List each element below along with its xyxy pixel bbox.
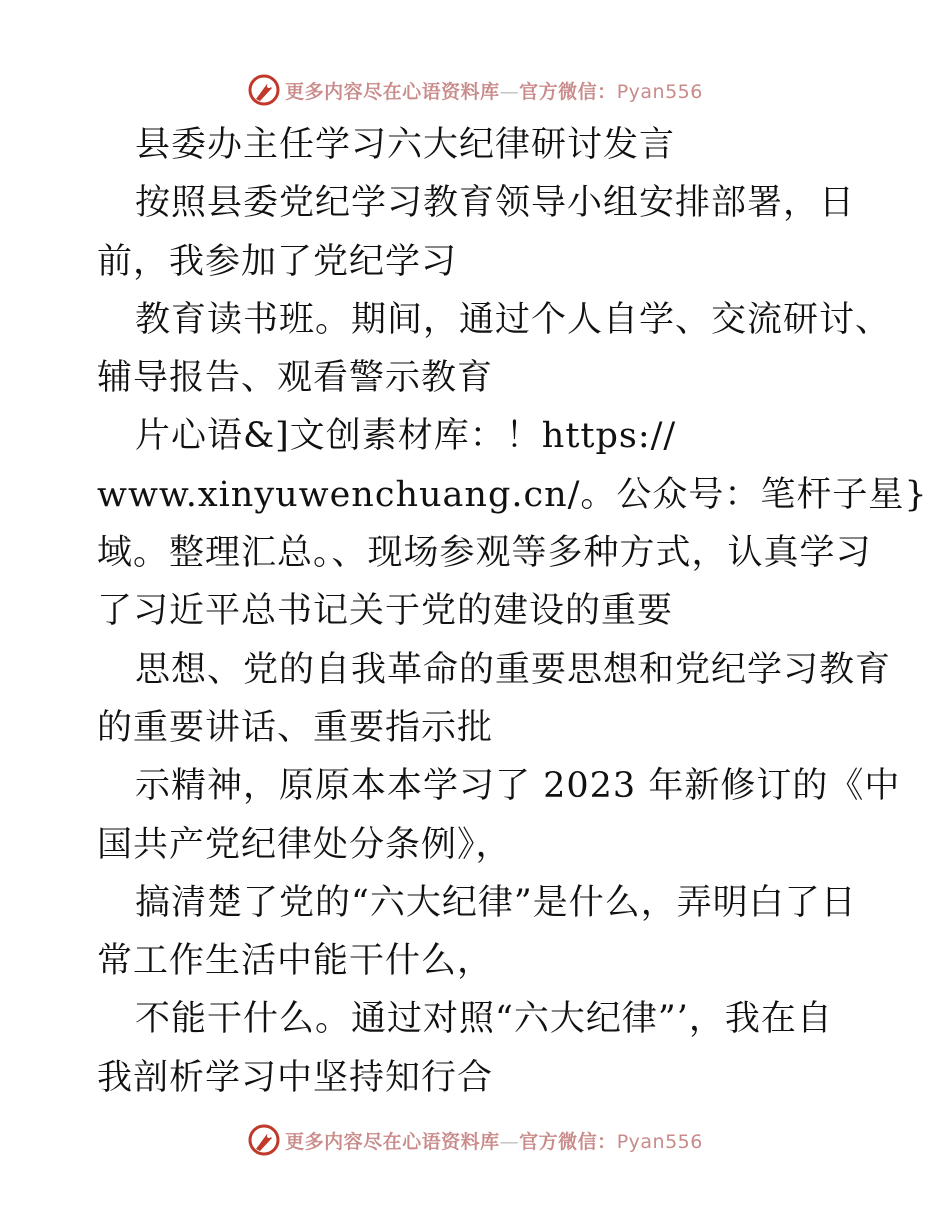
banner-official-label: 官方微信：: [519, 80, 617, 103]
paragraph-line: 教育读书班。期间，通过个人自学、交流研讨、: [135, 299, 892, 340]
paragraph-line: 不能干什么。通过对照“六大纪律”’，我在自: [135, 999, 833, 1040]
pen-nib-logo-icon: [247, 1123, 281, 1157]
paragraph-line: 示精神，原原本本学习了 2023 年新修订的《中: [135, 766, 901, 807]
paragraph-line: 国共产党纪律处分条例》，: [97, 824, 512, 865]
banner-main-text: 更多内容尽在心语资料库: [285, 1130, 500, 1153]
paragraph-line: 辅导报告、观看警示教育: [97, 358, 494, 399]
paragraph-line: 搞清楚了党的“六大纪律”是什么，弄明白了日: [135, 882, 857, 923]
banner-text: [285, 77, 703, 104]
paragraph-line: 按照县委党纪学习教育领导小组安排部署，日: [135, 183, 856, 224]
paragraph-line: 常工作生活中能干什么，: [97, 941, 494, 982]
banner-separator: —: [499, 80, 520, 103]
paragraph-line: 我剖析学习中坚持知行合: [97, 1057, 494, 1098]
banner-official-label: 官方微信：: [519, 1130, 617, 1153]
paragraph-line: 片心语&]文创素材库：！https://: [135, 416, 677, 457]
banner-wechat-handle: Pyan556: [616, 80, 703, 103]
paragraph-line: 域。整理汇总。、现场参观等多种方式，认真学习: [97, 533, 872, 574]
paragraph-line: 的重要讲话、重要指示批: [97, 707, 494, 748]
pen-nib-logo-icon: [247, 73, 281, 107]
banner-main-text: 更多内容尽在心语资料库: [285, 80, 500, 103]
header-banner: [0, 70, 950, 110]
document-body: [97, 116, 928, 1107]
footer-banner: [0, 1120, 950, 1160]
banner-text: [285, 1127, 703, 1154]
banner-separator: —: [499, 1130, 520, 1153]
banner-wechat-handle: Pyan556: [616, 1130, 703, 1153]
paragraph-line: 前，我参加了党纪学习: [97, 241, 458, 282]
paragraph-line: 思想、党的自我革命的重要思想和党纪学习教育: [135, 649, 892, 690]
paragraph-line: www.xinyuwenchuang.cn/。公众号：笔杆子星}: [97, 474, 928, 515]
document-title: 县委办主任学习六大纪律研讨发言: [135, 125, 676, 165]
paragraph-line: 了习近平总书记关于党的建设的重要: [97, 591, 674, 632]
